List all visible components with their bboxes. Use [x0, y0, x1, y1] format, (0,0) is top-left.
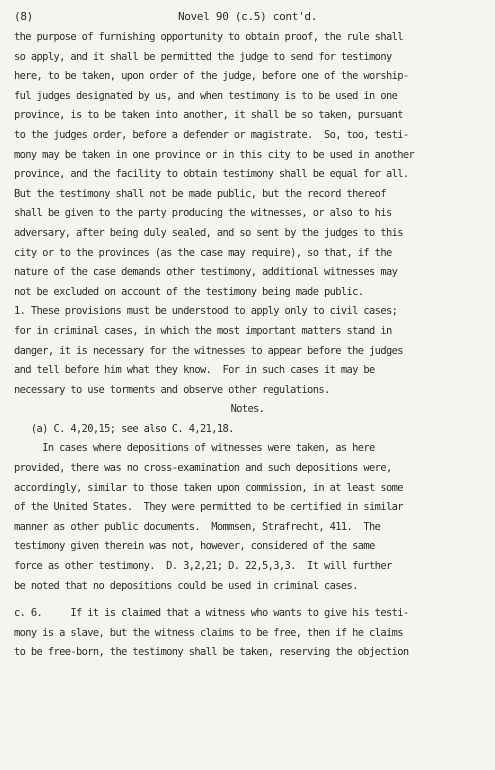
note-line: force as other testimony. D. 3,2,21; D. 22,5,3,3. It will further	[14, 560, 392, 573]
body-line: here, to be taken, upon order of the judge, before one of the worship-	[14, 70, 409, 83]
notes-heading: Notes.	[230, 403, 265, 416]
body-line: ful judges designated by us, and when testimony is to be used in one	[14, 89, 398, 102]
section-line: to be free-born, the testimony shall be taken, reserving the objection	[14, 646, 409, 659]
note-line: testimony given therein was not, however, considered of the same	[14, 540, 375, 553]
note-line: (a) C. 4,20,15; see also C. 4,21,18.	[14, 422, 234, 435]
page-title: Novel 90 (c.5) cont'd.	[177, 10, 318, 23]
body-line: so apply, and it shall be permitted the judge to send for testimony	[14, 50, 392, 63]
body-line: necessary to use torments and observe other regulations.	[14, 383, 330, 396]
note-line: In cases where depositions of witnesses were taken, as here	[14, 442, 375, 455]
body-line: for in criminal cases, in which the most important matters stand in	[14, 324, 392, 337]
body-line: adversary, after being duly sealed, and so sent by the judges to this	[14, 226, 403, 239]
body-line: danger, it is necessary for the witnesses to appear before the judges	[14, 344, 403, 357]
body-line: nature of the case demands other testimony, additional witnesses may	[14, 266, 398, 279]
body-line: the purpose of furnishing opportunity to obtain proof, the rule shall	[14, 31, 403, 43]
body-line: to the judges order, before a defender or magistrate. So, too, testi-	[14, 128, 409, 141]
section-line: c. 6. If it is claimed that a witness who wants to give his testi-	[14, 607, 409, 620]
section-line: mony is a slave, but the witness claims to be free, then if he claims	[14, 626, 403, 639]
body-line: city or to the provinces (as the case may require), so that, if the	[14, 246, 392, 259]
body-line: not be excluded on account of the testimony being made public.	[14, 285, 364, 298]
note-line: manner as other public documents. Mommsen, Strafrecht, 411. The	[14, 520, 381, 533]
note-line: be noted that no depositions could be used in criminal cases.	[14, 579, 358, 592]
body-line: province, is to be taken into another, it shall be so taken, pursuant	[14, 109, 403, 122]
page-number: (8)	[14, 10, 33, 23]
body-text	[14, 28, 481, 400]
body-line: 1. These provisions must be understood to apply only to civil cases;	[14, 305, 398, 318]
note-line: of the United States. They were permitted to be certified in similar	[14, 501, 403, 514]
body-line: mony may be taken in one province or in this city to be used in another	[14, 148, 415, 161]
note-line: accordingly, similar to those taken upon commission, in at least some	[14, 481, 403, 494]
body-line: province, and the facility to obtain testimony shall be equal for all.	[14, 168, 409, 181]
section-text	[14, 604, 481, 663]
body-line: shall be given to the party producing the witnesses, or also to his	[14, 207, 392, 220]
body-line: But the testimony shall not be made public, but the record thereof	[14, 187, 386, 200]
page-header	[14, 6, 481, 28]
body-line: and tell before him what they know. For in such cases it may be	[14, 364, 375, 377]
note-line: provided, there was no cross-examination and such depositions were,	[14, 462, 392, 475]
notes-text	[14, 420, 481, 596]
